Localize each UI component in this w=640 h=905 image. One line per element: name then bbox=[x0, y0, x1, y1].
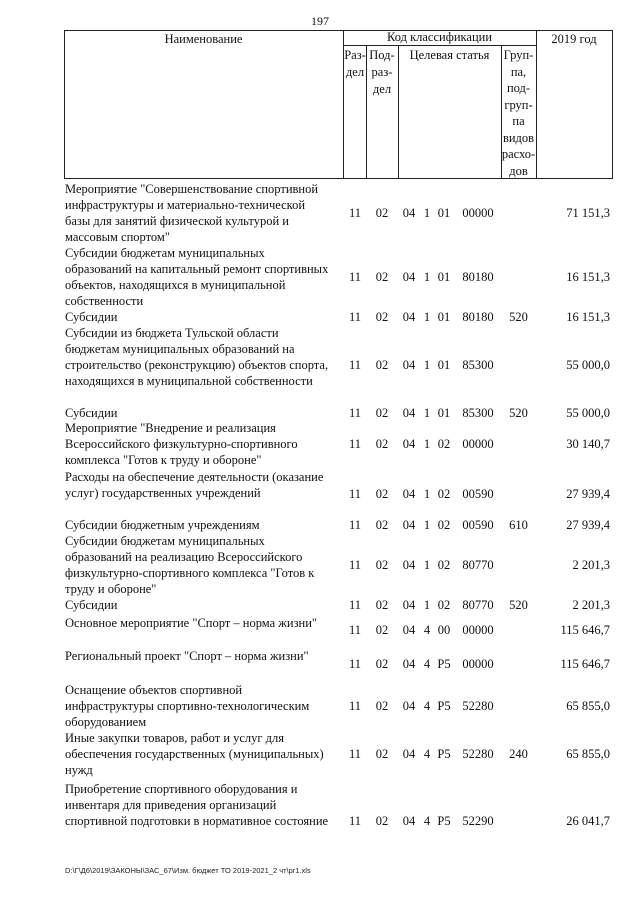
code-c1: 04 bbox=[402, 406, 416, 420]
code-c1: 04 bbox=[402, 657, 416, 671]
row-name bbox=[65, 309, 347, 325]
row-name-line: Всероссийского физкультурно-спортивного bbox=[65, 437, 298, 451]
amount: 2 201,3 bbox=[572, 598, 610, 612]
code-pr: 02 bbox=[375, 358, 389, 372]
code-c1: 04 bbox=[402, 358, 416, 372]
row-name-line: образований на капитальный ремонт спортивных bbox=[65, 262, 329, 276]
header-right-border bbox=[612, 30, 613, 179]
code-c4: 00000 bbox=[462, 657, 494, 671]
code-vr: 520 bbox=[509, 598, 528, 612]
code-pr: 02 bbox=[375, 310, 389, 324]
row-name bbox=[65, 615, 347, 631]
code-r: 11 bbox=[348, 558, 362, 572]
row-name-line: Иные закупки товаров, работ и услуг для bbox=[65, 731, 285, 745]
code-vr: 520 bbox=[509, 310, 528, 324]
row-name bbox=[65, 533, 347, 597]
code-r: 11 bbox=[348, 437, 362, 451]
amount: 26 041,7 bbox=[566, 814, 610, 828]
code-c2: 1 bbox=[423, 406, 431, 420]
header-group: Груп- па, под- груп- па видов расхо- дов bbox=[501, 48, 536, 178]
row-name-line: Субсидии бюджетным учреждениям bbox=[65, 518, 260, 532]
code-c2: 1 bbox=[423, 310, 431, 324]
row-name-line: массовым спортом" bbox=[65, 230, 170, 244]
row-name-line: Мероприятие "Внедрение и реализация bbox=[65, 421, 276, 435]
code-c1: 04 bbox=[402, 558, 416, 572]
header-name: Наименование bbox=[164, 32, 243, 46]
row-name bbox=[65, 405, 347, 421]
row-name-line: инфраструктуры и материально-технической bbox=[65, 198, 306, 212]
code-c3: 01 bbox=[437, 406, 451, 420]
code-c4: 00000 bbox=[462, 623, 494, 637]
row-name-line: Приобретение спортивного оборудования и bbox=[65, 782, 298, 796]
code-c4: 00590 bbox=[462, 518, 494, 532]
code-r: 11 bbox=[348, 406, 362, 420]
file-path-footer: D:\Г\Д6\2019\ЗАКОНЫ\ЗАС_67\Изм. бюджет ТО 2019-2021_2 чт\pr1.xls bbox=[65, 866, 311, 875]
code-c2: 1 bbox=[423, 270, 431, 284]
amount: 71 151,3 bbox=[566, 206, 610, 220]
code-pr: 02 bbox=[375, 437, 389, 451]
code-c1: 04 bbox=[402, 487, 416, 501]
row-name bbox=[65, 325, 347, 389]
code-c3: 00 bbox=[437, 623, 451, 637]
amount: 27 939,4 bbox=[566, 518, 610, 532]
header-subsection: Под- раз- дел bbox=[369, 48, 395, 96]
row-name-line: строительство (реконструкцию) объектов спорта, bbox=[65, 358, 329, 372]
code-pr: 02 bbox=[375, 487, 389, 501]
amount: 27 939,4 bbox=[566, 487, 610, 501]
code-pr: 02 bbox=[375, 558, 389, 572]
code-r: 11 bbox=[348, 623, 362, 637]
row-name-line: Субсидии бюджетам муниципальных bbox=[65, 246, 265, 260]
amount: 65 855,0 bbox=[566, 699, 610, 713]
row-name bbox=[65, 517, 347, 533]
code-r: 11 bbox=[348, 206, 362, 220]
row-name bbox=[65, 597, 347, 613]
row-name-line: оборудованием bbox=[65, 715, 147, 729]
row-name bbox=[65, 682, 347, 730]
row-name-line: собственности bbox=[65, 294, 144, 308]
row-name-line: комплекса "Готов к труду и обороне" bbox=[65, 453, 262, 467]
code-pr: 02 bbox=[375, 657, 389, 671]
code-r: 11 bbox=[348, 310, 362, 324]
row-name bbox=[65, 469, 347, 501]
code-c2: 1 bbox=[423, 598, 431, 612]
row-name-line: базы для занятий физической культурой и bbox=[65, 214, 289, 228]
row-name-line: находящихся в муниципальной собственности bbox=[65, 374, 313, 388]
code-c4: 00000 bbox=[462, 437, 494, 451]
code-c3: 02 bbox=[437, 437, 451, 451]
code-c1: 04 bbox=[402, 518, 416, 532]
code-c2: 4 bbox=[423, 699, 431, 713]
code-c1: 04 bbox=[402, 598, 416, 612]
header-section: Раз- дел bbox=[344, 48, 366, 79]
code-c4: 80770 bbox=[462, 558, 494, 572]
header-year: 2019 год bbox=[551, 32, 597, 46]
code-r: 11 bbox=[348, 487, 362, 501]
code-pr: 02 bbox=[375, 406, 389, 420]
code-c2: 1 bbox=[423, 487, 431, 501]
row-name-line: обеспечения государственных (муниципальных) bbox=[65, 747, 324, 761]
code-r: 11 bbox=[348, 814, 362, 828]
code-c1: 04 bbox=[402, 437, 416, 451]
code-c2: 1 bbox=[423, 206, 431, 220]
row-name bbox=[65, 730, 347, 778]
code-c4: 80180 bbox=[462, 310, 494, 324]
amount: 65 855,0 bbox=[566, 747, 610, 761]
amount: 30 140,7 bbox=[566, 437, 610, 451]
code-r: 11 bbox=[348, 657, 362, 671]
code-c3: 01 bbox=[437, 206, 451, 220]
header-divider-group bbox=[536, 30, 537, 179]
row-name-line: объектов, находящихся в муниципальной bbox=[65, 278, 286, 292]
code-r: 11 bbox=[348, 747, 362, 761]
row-name-line: Основное мероприятие "Спорт – норма жизни" bbox=[65, 616, 318, 630]
amount: 115 646,7 bbox=[560, 623, 610, 637]
code-r: 11 bbox=[348, 699, 362, 713]
code-c1: 04 bbox=[402, 623, 416, 637]
code-pr: 02 bbox=[375, 270, 389, 284]
row-name bbox=[65, 245, 347, 309]
row-name bbox=[65, 181, 347, 245]
code-c4: 85300 bbox=[462, 406, 494, 420]
row-name-line: образований на реализацию Всероссийского bbox=[65, 550, 303, 564]
row-name-line: инвентаря для приведения организаций bbox=[65, 798, 277, 812]
row-name-line: Субсидии бюджетам муниципальных bbox=[65, 534, 265, 548]
code-c2: 1 bbox=[423, 437, 431, 451]
code-r: 11 bbox=[348, 358, 362, 372]
code-c1: 04 bbox=[402, 270, 416, 284]
code-c4: 00590 bbox=[462, 487, 494, 501]
code-r: 11 bbox=[348, 270, 362, 284]
amount: 115 646,7 bbox=[560, 657, 610, 671]
row-name-line: Субсидии bbox=[65, 310, 118, 324]
code-c3: 01 bbox=[437, 310, 451, 324]
row-name-line: Оснащение объектов спортивной bbox=[65, 683, 243, 697]
code-c3: 01 bbox=[437, 270, 451, 284]
row-name-line: инфраструктуры спортивно-технологическим bbox=[65, 699, 310, 713]
code-c3: P5 bbox=[437, 747, 451, 761]
code-c3: 02 bbox=[437, 518, 451, 532]
code-c3: 02 bbox=[437, 558, 451, 572]
row-name-line: Мероприятие "Совершенствование спортивной bbox=[65, 182, 319, 196]
code-c3: P5 bbox=[437, 814, 451, 828]
amount: 16 151,3 bbox=[566, 310, 610, 324]
code-c1: 04 bbox=[402, 814, 416, 828]
row-name bbox=[65, 781, 347, 829]
code-c3: 02 bbox=[437, 487, 451, 501]
row-name-line: Субсидии bbox=[65, 406, 118, 420]
row-name-line: услуг) государственных учреждений bbox=[65, 486, 261, 500]
row-name bbox=[65, 420, 347, 468]
code-c2: 4 bbox=[423, 747, 431, 761]
row-name-line: Субсидии bbox=[65, 598, 118, 612]
code-pr: 02 bbox=[375, 518, 389, 532]
amount: 55 000,0 bbox=[566, 406, 610, 420]
code-pr: 02 bbox=[375, 623, 389, 637]
code-c1: 04 bbox=[402, 699, 416, 713]
code-c2: 4 bbox=[423, 657, 431, 671]
code-c4: 52280 bbox=[462, 747, 494, 761]
row-name-line: труду и обороне" bbox=[65, 582, 157, 596]
code-r: 11 bbox=[348, 518, 362, 532]
code-c2: 4 bbox=[423, 814, 431, 828]
row-name-line: Региональный проект "Спорт – норма жизни" bbox=[65, 649, 309, 663]
code-c4: 80180 bbox=[462, 270, 494, 284]
code-c3: 01 bbox=[437, 358, 451, 372]
code-vr: 520 bbox=[509, 406, 528, 420]
row-name bbox=[65, 648, 347, 664]
code-vr: 610 bbox=[509, 518, 528, 532]
code-pr: 02 bbox=[375, 206, 389, 220]
code-c2: 1 bbox=[423, 518, 431, 532]
row-name-line: физкультурно-спортивного комплекса "Готов к bbox=[65, 566, 315, 580]
code-c1: 04 bbox=[402, 310, 416, 324]
amount: 2 201,3 bbox=[572, 558, 610, 572]
code-vr: 240 bbox=[509, 747, 528, 761]
code-c1: 04 bbox=[402, 206, 416, 220]
row-name-line: бюджетам муниципальных образований на bbox=[65, 342, 295, 356]
code-pr: 02 bbox=[375, 814, 389, 828]
row-name-line: спортивной подготовки в нормативное состояние bbox=[65, 814, 329, 828]
code-c4: 85300 bbox=[462, 358, 494, 372]
row-name-line: Субсидии из бюджета Тульской области bbox=[65, 326, 279, 340]
code-pr: 02 bbox=[375, 699, 389, 713]
row-name-line: Расходы на обеспечение деятельности (оказание bbox=[65, 470, 324, 484]
code-c4: 52280 bbox=[462, 699, 494, 713]
code-c3: 02 bbox=[437, 598, 451, 612]
code-c3: P5 bbox=[437, 699, 451, 713]
page-number: 197 bbox=[311, 14, 329, 28]
code-pr: 02 bbox=[375, 747, 389, 761]
code-c3: P5 bbox=[437, 657, 451, 671]
code-c2: 1 bbox=[423, 558, 431, 572]
code-c4: 80770 bbox=[462, 598, 494, 612]
code-pr: 02 bbox=[375, 598, 389, 612]
header-code: Код классификации bbox=[386, 30, 493, 44]
header-left-border bbox=[64, 30, 65, 179]
code-c2: 4 bbox=[423, 623, 431, 637]
code-c4: 00000 bbox=[462, 206, 494, 220]
code-c1: 04 bbox=[402, 747, 416, 761]
code-r: 11 bbox=[348, 598, 362, 612]
code-c2: 1 bbox=[423, 358, 431, 372]
code-c4: 52290 bbox=[462, 814, 494, 828]
amount: 16 151,3 bbox=[566, 270, 610, 284]
amount: 55 000,0 bbox=[566, 358, 610, 372]
row-name-line: нужд bbox=[65, 763, 93, 777]
header-divider-subsection bbox=[398, 45, 399, 179]
header-target: Целевая статья bbox=[409, 48, 490, 62]
